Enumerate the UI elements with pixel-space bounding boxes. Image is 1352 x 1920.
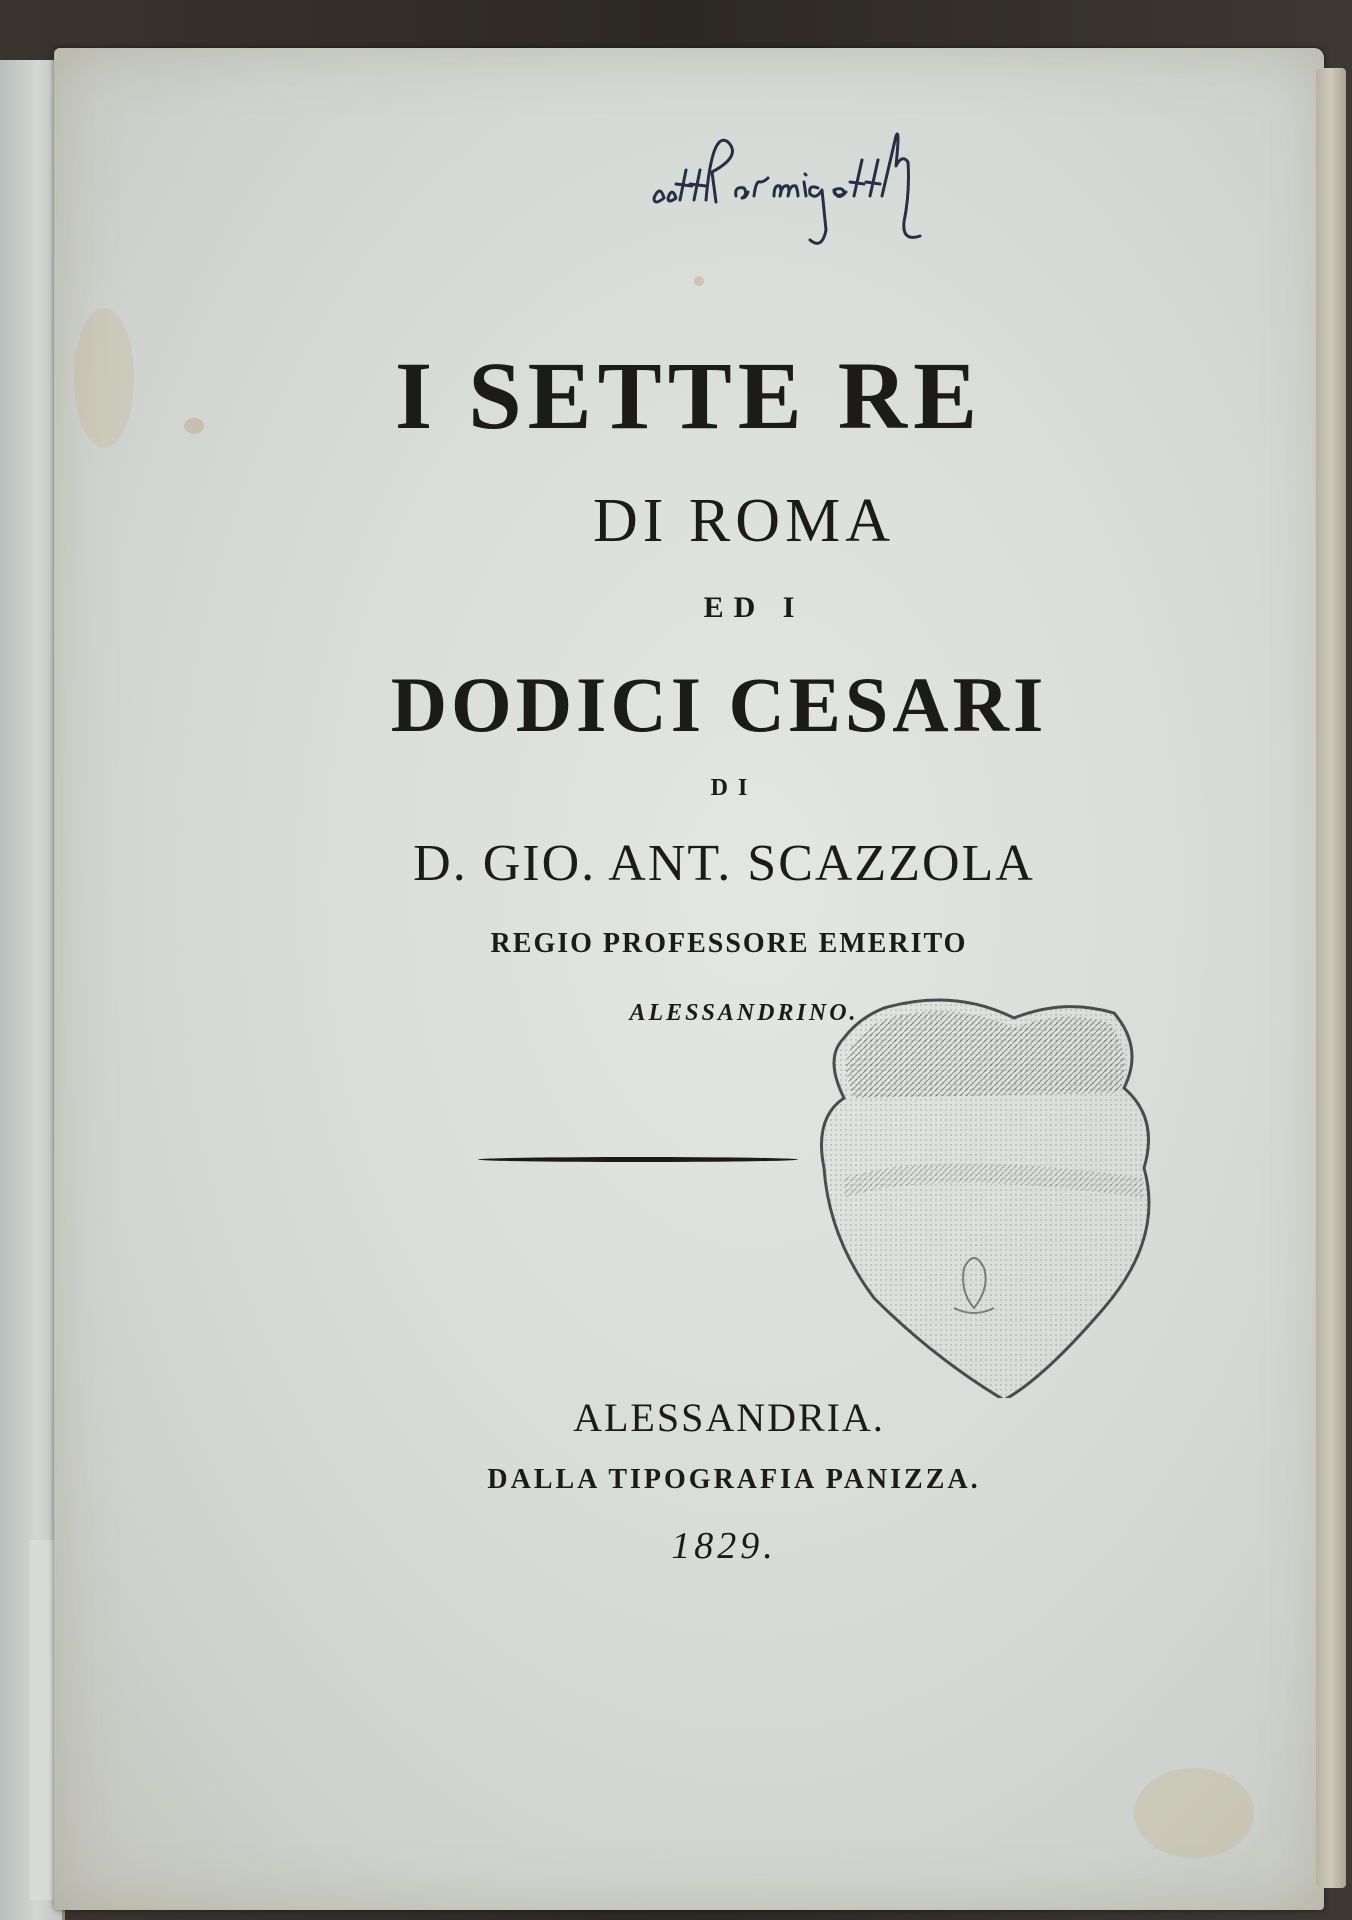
foxing-spot xyxy=(1134,1768,1254,1858)
author-by: DI xyxy=(710,775,758,801)
imprint-year: 1829. xyxy=(671,1525,777,1567)
divider-rule xyxy=(478,1157,798,1162)
title-line-4: DODICI CESARI xyxy=(390,661,1048,748)
shield-stamp xyxy=(814,978,1174,1398)
imprint-printer: DALLA TIPOGRAFIA PANIZZA. xyxy=(487,1464,981,1495)
imprint-place: ALESSANDRIA. xyxy=(573,1395,885,1440)
author-name: D. GIO. ANT. SCAZZOLA xyxy=(413,835,1035,892)
title-line-1: I SETTE RE xyxy=(394,342,984,449)
handwritten-signature xyxy=(644,98,1004,278)
title-page xyxy=(54,48,1324,1910)
author-origin: ALESSANDRINO. xyxy=(629,1000,859,1026)
title-line-3: ED I xyxy=(703,591,805,624)
title-line-2: DI ROMA xyxy=(593,487,895,555)
author-position: REGIO PROFESSORE EMERITO xyxy=(490,928,968,959)
